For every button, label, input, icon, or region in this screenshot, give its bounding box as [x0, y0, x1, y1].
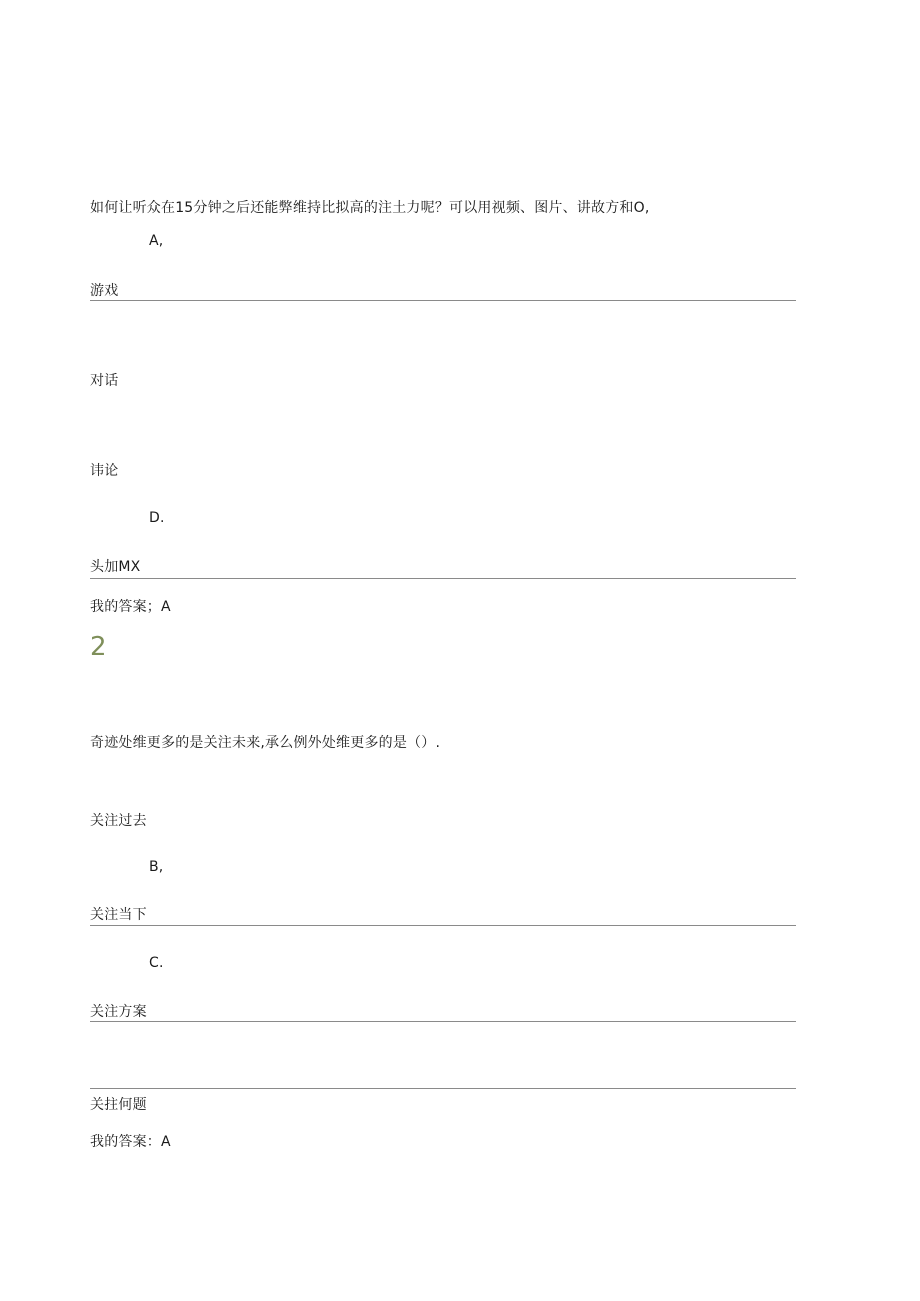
option-c-text: 关注方案	[90, 1004, 147, 1020]
option-d-text: 关拄何题	[90, 1097, 147, 1113]
option-c-text: 讳论	[90, 463, 119, 479]
option-marker-a: A,	[149, 233, 164, 249]
divider	[90, 578, 796, 579]
option-b-text: 对话	[90, 373, 119, 389]
option-b-text: 关注当下	[90, 907, 147, 923]
my-answer: 我的答案；A	[90, 599, 171, 615]
option-a-text: 关注过去	[90, 813, 147, 829]
question-1-text: 如何让听众在15分钟之后还能弊维持比拟高的注土力呢？可以用视频、图片、讲故方和O,	[90, 200, 650, 216]
my-answer: 我的答案：A	[90, 1134, 171, 1150]
option-marker-d: D.	[149, 510, 165, 526]
option-d-text: 头加MX	[90, 559, 141, 575]
divider	[90, 300, 796, 301]
divider	[90, 925, 796, 926]
divider	[90, 1021, 796, 1022]
option-marker-b: B,	[149, 859, 164, 875]
option-a-text: 游戏	[90, 283, 119, 299]
option-marker-c: C.	[149, 955, 164, 971]
question-2-text: 奇迹处维更多的是关注未来,承么例外处维更多的是（）.	[90, 735, 441, 751]
divider	[90, 1088, 796, 1089]
question-number: 2	[90, 632, 107, 662]
